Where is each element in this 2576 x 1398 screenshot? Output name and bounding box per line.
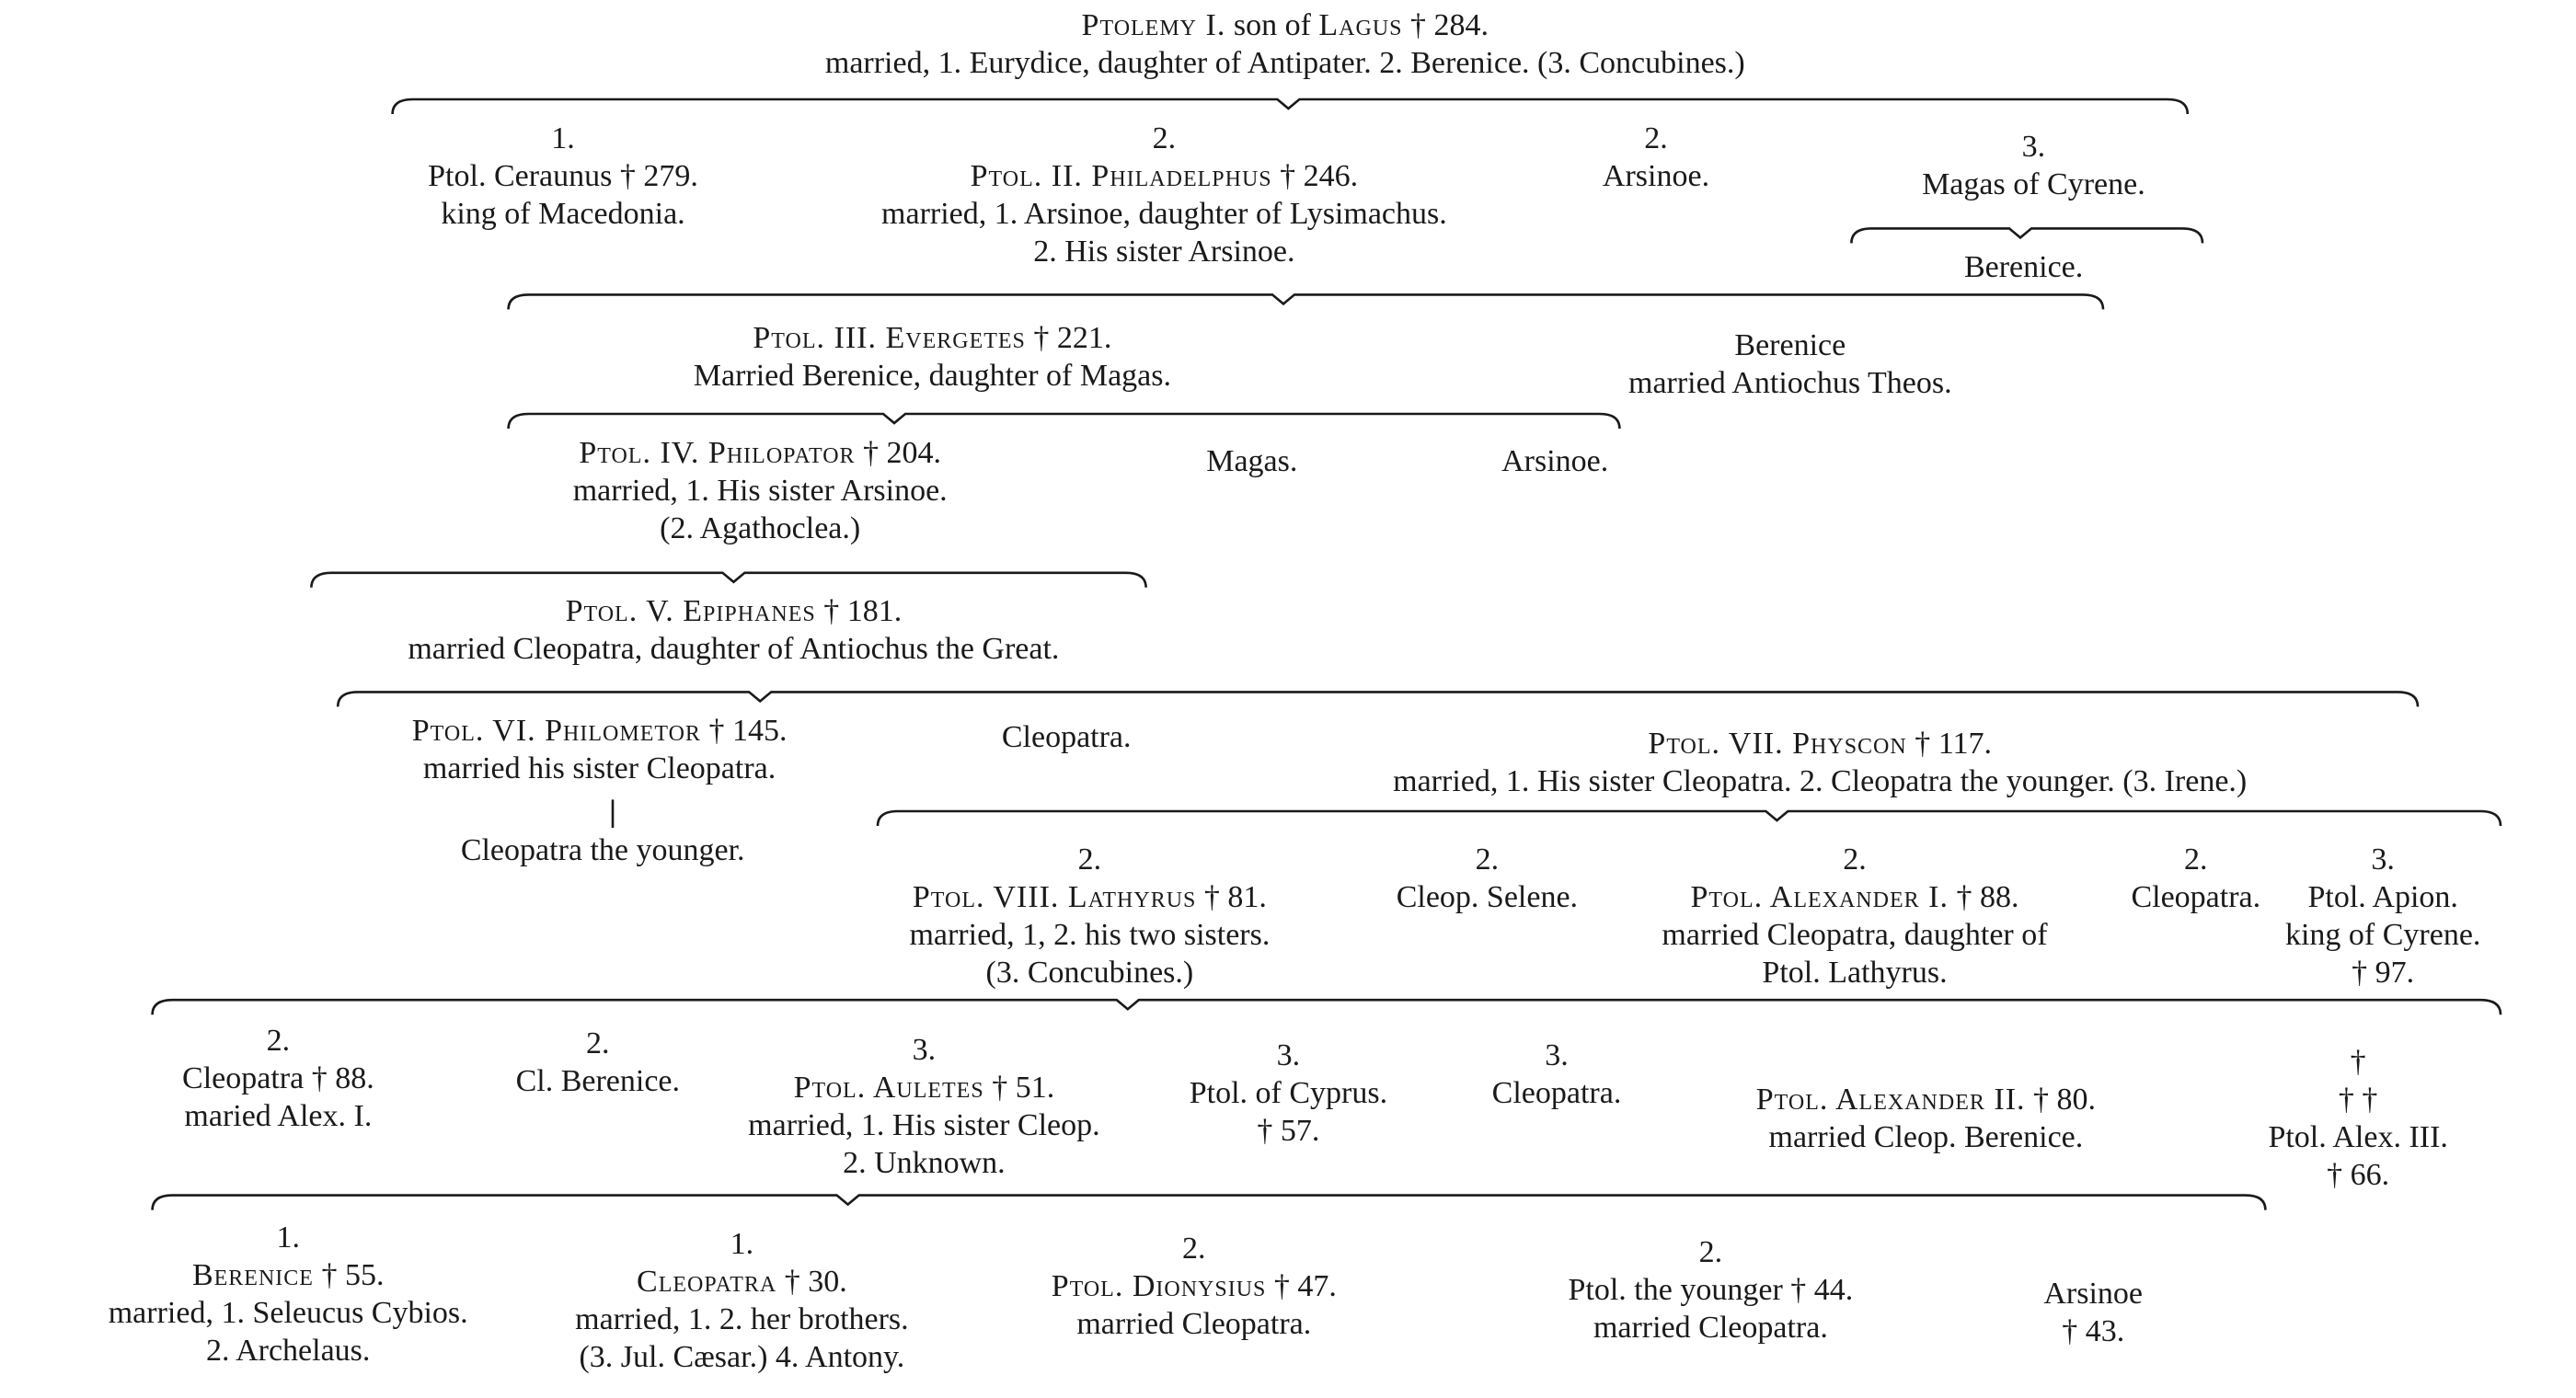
person-text: 2. <box>266 1023 291 1058</box>
person-text: Ptol. the younger † 44. <box>1568 1273 1854 1307</box>
person-text: Ptol. Alexander I. <box>1690 880 1949 915</box>
person-text: Ptol. Ceraunus † 279. <box>428 158 698 193</box>
person-text: Berenice. <box>1963 250 2084 284</box>
person-text: † 47. <box>1266 1269 1337 1304</box>
person-text: † 30. <box>776 1265 847 1299</box>
person-text: † 43. <box>2062 1314 2125 1348</box>
descent-brace <box>153 1000 2501 1014</box>
descent-brace <box>1851 228 2202 243</box>
person-text: married Cleopatra. <box>1593 1311 1828 1345</box>
person-text: married, 1. 2. her brothers. <box>575 1302 909 1336</box>
person-text: 2. <box>1843 842 1867 877</box>
person-text: Ptol. II. Philadelphus <box>970 158 1272 193</box>
person-text: Cleopatra <box>637 1265 777 1299</box>
person-text: king of Cyrene. <box>2284 918 2481 953</box>
person-text: married, 1. His sister Cleopatra. 2. Cleopatra the younger. (3. Irene.) <box>1393 764 2248 799</box>
descent-brace <box>878 811 2501 826</box>
person-text: Ptol. Alex. III. <box>2268 1120 2448 1154</box>
person-text: 2. <box>1644 120 1668 155</box>
person-text: Cleopatra. <box>1001 720 1132 755</box>
descent-brace <box>153 1196 2266 1210</box>
person-text: married, 1. Seleucus Cybios. <box>108 1295 468 1330</box>
person-text: 2. <box>1698 1235 1723 1269</box>
person-text: married Cleopatra. <box>1076 1307 1312 1342</box>
person-text: 3. <box>1276 1037 1301 1072</box>
person-text: (3. Jul. Cæsar.) 4. Antony. <box>579 1340 905 1374</box>
person-text: † 97. <box>2352 956 2415 991</box>
person-text: † 80. <box>2025 1083 2097 1117</box>
person-text: married his sister Cleopatra. <box>422 751 776 785</box>
person-text: Arsinoe. <box>1501 443 1609 478</box>
person-text: 2. <box>1077 842 1102 877</box>
person-text: king of Macedonia. <box>441 196 685 231</box>
person-text: 2. <box>2184 842 2208 877</box>
person-text: † 66. <box>2327 1158 2390 1192</box>
person-text: 2. Archelaus. <box>205 1333 371 1368</box>
person-text: (3. Concubines.) <box>985 956 1194 991</box>
person-text: 2. <box>1475 842 1500 877</box>
person-text: (2. Agathoclea.) <box>660 510 861 545</box>
person-text: Ptol. V. Epiphanes <box>565 594 816 629</box>
person-text: † 81. <box>1196 880 1267 915</box>
person-text: son of <box>1225 8 1319 43</box>
person-text: † † <box>2338 1083 2378 1117</box>
person-text: married, 1. Eurydice, daughter of Antipater. 2. Berenice. (3. Concubines.) <box>824 46 1745 81</box>
person-text: Berenice <box>191 1257 314 1292</box>
person-text: 2. Unknown. <box>843 1146 1006 1181</box>
person-text: Ptol. III. Evergetes <box>753 321 1026 356</box>
person-text: Arsinoe <box>2043 1277 2144 1311</box>
person-text: Ptol. Lathyrus. <box>1762 956 1948 991</box>
person-text: Berenice <box>1734 327 1846 362</box>
person-text: Ptol. Alexander II. <box>1755 1083 2026 1117</box>
descent-brace <box>393 99 2188 114</box>
person-text: † 88. <box>1948 880 2019 915</box>
person-text: † 204. <box>855 435 942 470</box>
person-text: Arsinoe. <box>1602 158 1710 193</box>
person-text: Lagus <box>1318 8 1403 43</box>
person-text: married Antiochus Theos. <box>1628 365 1952 400</box>
person-text: † 246. <box>1271 158 1359 193</box>
person-text: † 284. <box>1402 8 1489 43</box>
person-text: † 145. <box>700 714 788 748</box>
person-text: married, 1. His sister Arsinoe. <box>572 473 948 508</box>
descent-brace <box>509 294 2103 309</box>
person-text: Ptol. VII. Physcon <box>1648 727 1907 762</box>
person-text: married, 1. Arsinoe, daughter of Lysimachus. <box>881 196 1447 231</box>
person-text: 3. <box>1545 1037 1569 1072</box>
person-text: Ptol. Auletes <box>793 1071 984 1106</box>
person-text: 3. <box>2371 842 2395 877</box>
person-text: † 57. <box>1257 1113 1320 1148</box>
person-text: married Cleop. Berenice. <box>1768 1120 2084 1155</box>
person-text: Ptol. VIII. Lathyrus <box>912 880 1197 915</box>
person-text: 3. <box>2021 129 2046 164</box>
person-text: † 117. <box>1906 727 1992 762</box>
person-text: 1. <box>276 1220 300 1255</box>
person-text: 2. <box>1152 120 1177 155</box>
person-text: 2. <box>1182 1232 1206 1266</box>
person-text: Ptol. of Cyprus. <box>1189 1075 1388 1110</box>
person-text: † 181. <box>815 594 903 629</box>
descent-brace <box>509 414 1620 429</box>
person-text: Ptolemy I. <box>1081 8 1226 43</box>
person-text: Married Berenice, daughter of Magas. <box>693 359 1172 394</box>
person-text: Cleopatra. <box>1491 1075 1622 1110</box>
person-text: 2. <box>586 1026 610 1061</box>
person-text: married Cleopatra, daughter of <box>1662 918 2048 953</box>
descent-brace <box>311 573 1145 588</box>
person-text: 1. <box>551 120 575 155</box>
person-text: Cleopatra † 88. <box>182 1060 374 1095</box>
person-text: 2. His sister Arsinoe. <box>1033 234 1295 269</box>
person-text: Ptol. Apion. <box>2307 880 2458 915</box>
person-text: Ptol. Dionysius <box>1051 1269 1267 1304</box>
person-text: Ptol. IV. Philopator <box>579 435 856 470</box>
person-text: Cleop. Selene. <box>1396 880 1579 915</box>
person-text: Cl. Berenice. <box>515 1064 681 1099</box>
person-text: married, 1, 2. his two sisters. <box>909 918 1271 953</box>
person-text: Magas of Cyrene. <box>1922 166 2145 201</box>
person-text: † <box>2350 1045 2366 1079</box>
person-text: 1. <box>730 1227 754 1261</box>
descent-brace <box>338 692 2418 706</box>
person-text: maried Alex. I. <box>184 1098 373 1133</box>
person-text: † 51. <box>983 1071 1055 1106</box>
person-text: 3. <box>912 1033 937 1068</box>
person-text: Cleopatra. <box>2131 880 2261 915</box>
person-text: married Cleopatra, daughter of Antiochus the Great. <box>408 632 1060 667</box>
person-text: † 221. <box>1025 321 1112 356</box>
person-text: Magas. <box>1206 443 1298 478</box>
person-text: Cleopatra the younger. <box>460 832 745 867</box>
person-text: married, 1. His sister Cleop. <box>748 1108 1100 1143</box>
person-text: † 55. <box>313 1257 385 1292</box>
person-text: Ptol. VI. Philometor <box>411 714 701 748</box>
